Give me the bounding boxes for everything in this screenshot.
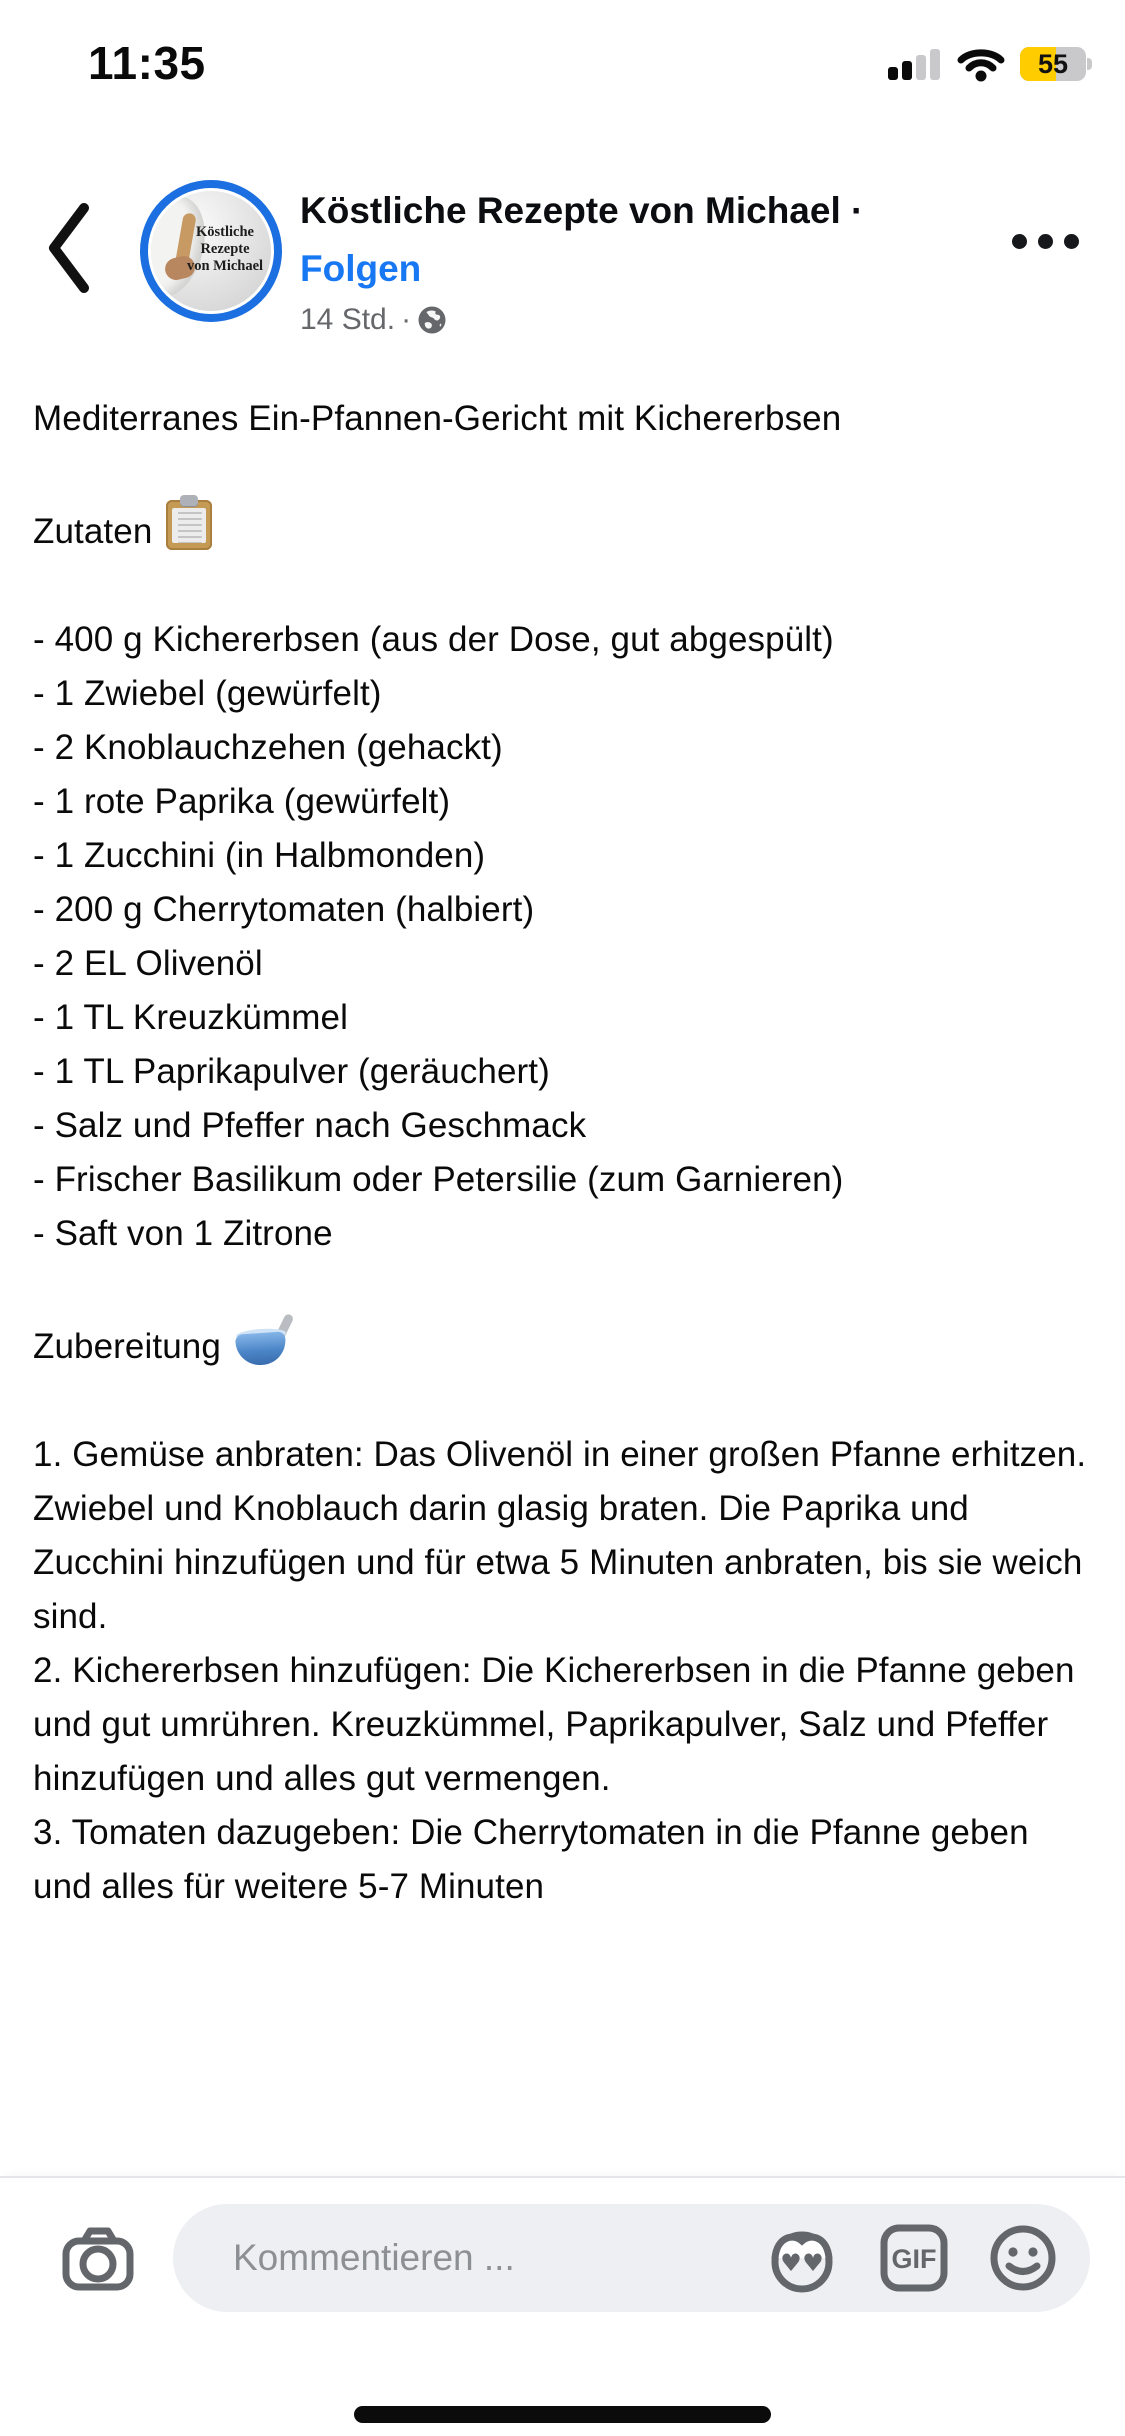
follow-button[interactable]: Folgen [300,248,422,289]
ingredients-heading: Zutaten [33,500,1095,559]
home-indicator[interactable] [354,2406,771,2423]
avatar-sticker-button[interactable] [765,2221,839,2295]
ingredient-item: - 2 EL Olivenöl [33,944,263,983]
comment-input[interactable] [173,2204,1090,2312]
gif-button[interactable] [879,2223,949,2293]
wifi-icon [957,46,1005,82]
ingredient-item: - 200 g Cherrytomaten (halbiert) [33,890,535,929]
preparation-step: 3. Tomaten dazugeben: Die Cherrytomaten in die Pfanne geben und alles für weitere 5-7 Minuten [33,1813,1029,1906]
status-bar-time: 11:35 [88,37,206,89]
ingredient-item: - 1 Zucchini (in Halbmonden) [33,836,486,875]
ingredient-item: - Salz und Pfeffer nach Geschmack [33,1106,587,1145]
avatar-caption: Köstliche Rezepte von Michael [186,224,264,274]
ingredient-item: - 1 rote Paprika (gewürfelt) [33,782,451,821]
svg-text:GIF: GIF [891,2244,937,2274]
avatar[interactable] [140,180,282,322]
ingredient-item: - Saft von 1 Zitrone [33,1214,333,1253]
post-timestamp: 14 Std. [300,303,396,336]
post-title: Mediterranes Ein-Pfannen-Gericht mit Kichererbsen [33,399,842,438]
emoji-button[interactable] [987,2222,1059,2294]
battery-nub [1087,58,1092,70]
back-button[interactable] [42,200,94,296]
meta-separator: · [401,303,412,336]
clipboard-emoji-icon [166,500,212,550]
ingredient-item: - 1 TL Kreuzkümmel [33,998,348,1037]
dot [1064,234,1079,249]
page-name[interactable]: Köstliche Rezepte von Michael · [300,190,864,231]
cellular-signal-icon [888,46,942,82]
comment-placeholder: Kommentieren ... [233,2237,515,2278]
ingredient-item: - 1 TL Paprikapulver (geräuchert) [33,1052,550,1091]
post-body [33,392,1095,1914]
camera-button[interactable] [60,2224,136,2292]
preparation-step: 1. Gemüse anbraten: Das Olivenöl in einer großen Pfanne erhitzen. Zwiebel und Knoblauch darin glasig braten. Die Paprika und Zucchini hinzufügen und für etwa 5 Minuten anbraten, bis sie weich sind. [33,1435,1087,1636]
more-options-button[interactable] [1006,228,1085,255]
dot [1038,234,1053,249]
battery-indicator [1020,47,1092,81]
ingredient-item: - 1 Zwiebel (gewürfelt) [33,674,382,713]
dot [1012,234,1027,249]
avatar-image [151,191,271,311]
comment-bar [0,2176,1125,2436]
ingredient-item: - 2 Knoblauchzehen (gehackt) [33,728,503,767]
battery-percent: 55 [1037,48,1069,79]
post-header [300,190,1000,337]
globe-privacy-icon [417,305,447,335]
preparation-step: 2. Kichererbsen hinzufügen: Die Kichererbsen in die Pfanne geben und gut umrühren. Kreuzkümmel, Paprikapulver, Salz und Pfeffer hinzufügen und alles gut vermengen. [33,1651,1075,1798]
status-bar-icons [888,46,1092,82]
ingredient-item: - 400 g Kichererbsen (aus der Dose, gut abgespült) [33,620,834,659]
ingredient-item: - Frischer Basilikum oder Petersilie (zum Garnieren) [33,1160,844,1199]
post-meta [300,303,1000,337]
preparation-heading: Zubereitung [33,1315,1095,1374]
svg-text:♥: ♥ [802,2249,824,2277]
svg-text:♥: ♥ [780,2249,802,2277]
bowl-with-spoon-emoji-icon [233,1315,293,1367]
